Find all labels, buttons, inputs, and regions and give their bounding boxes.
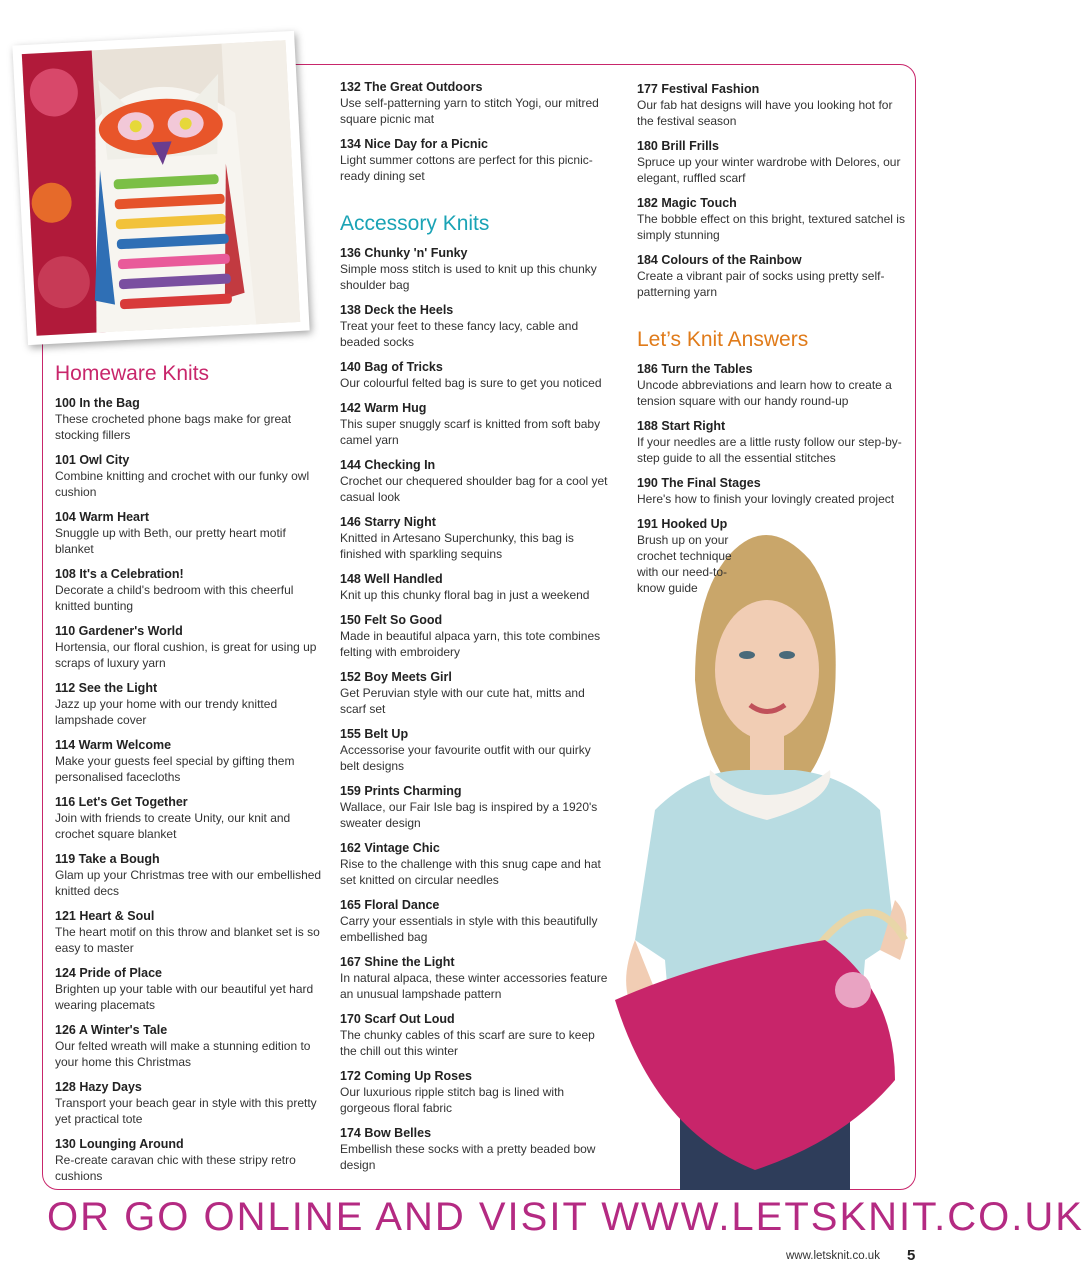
entry-title: 114 Warm Welcome	[55, 738, 172, 752]
list-item	[340, 840, 612, 888]
entry-desc: These crocheted phone bags make for great stocking fillers	[55, 412, 292, 442]
owl-cushion-photo-frame	[12, 31, 309, 345]
entry-desc: Uncode abbreviations and learn how to create a tension square with our handy round-up	[637, 378, 892, 408]
heading-lets-knit-answers: Let’s Knit Answers	[637, 328, 809, 351]
entry-title: 142 Warm Hug	[340, 401, 427, 415]
entry-title: 134 Nice Day for a Picnic	[340, 137, 488, 151]
entry-title: 191 Hooked Up	[637, 517, 728, 531]
entry-desc: Make your guests feel special by gifting them personalised facecloths	[55, 754, 295, 784]
list-item	[340, 783, 612, 831]
entry-title: 170 Scarf Out Loud	[340, 1012, 455, 1026]
entry-desc: Here's how to finish your lovingly created project	[637, 492, 895, 506]
list-item	[55, 623, 325, 671]
entry-desc: Join with friends to create Unity, our knit and crochet square blanket	[55, 811, 291, 841]
list-item	[55, 908, 325, 956]
entry-title: 121 Heart & Soul	[55, 909, 155, 923]
list-item	[55, 452, 325, 500]
entry-title: 172 Coming Up Roses	[340, 1069, 472, 1083]
entry-desc: Jazz up your home with our trendy knitted lampshade cover	[55, 697, 278, 727]
footer-banner[interactable]: OR GO ONLINE AND VISIT WWW.LETSKNIT.CO.UK	[47, 1195, 1084, 1239]
list-item	[55, 395, 325, 443]
entry-title: 144 Checking In	[340, 458, 436, 472]
spacer	[637, 309, 912, 327]
entry-title: 126 A Winter's Tale	[55, 1023, 168, 1037]
entry-title: 165 Floral Dance	[340, 898, 440, 912]
entry-desc: Our colourful felted bag is sure to get you noticed	[340, 376, 602, 390]
list-item	[340, 400, 612, 448]
model-with-bag-photo	[595, 520, 925, 1190]
entry-desc: Rise to the challenge with this snug cape and hat set knitted on circular needles	[340, 857, 601, 887]
entry-title: 116 Let's Get Together	[55, 795, 188, 809]
entry-title: 184 Colours of the Rainbow	[637, 253, 802, 267]
entry-desc: Crochet our chequered shoulder bag for a cool yet casual look	[340, 474, 608, 504]
list-item	[340, 726, 612, 774]
entry-desc: The bobble effect on this bright, textured satchel is simply stunning	[637, 212, 905, 242]
list-item	[340, 245, 612, 293]
entry-title: 119 Take a Bough	[55, 852, 160, 866]
page-number: 5	[907, 1247, 916, 1264]
entry-desc: Wallace, our Fair Isle bag is inspired by a 1920's sweater design	[340, 800, 598, 830]
entry-title: 148 Well Handled	[340, 572, 443, 586]
entry-desc: Get Peruvian style with our cute hat, mitts and scarf set	[340, 686, 585, 716]
list-item	[637, 138, 912, 186]
entry-desc: If your needles are a little rusty follow our step-by-step guide to all the essential stitches	[637, 435, 902, 465]
entry-desc: Brighten up your table with our beautiful yet hard wearing placemats	[55, 982, 314, 1012]
column-right	[637, 81, 912, 605]
list-item	[637, 516, 737, 596]
entry-desc: Carry your essentials in style with this beautifully embellished bag	[340, 914, 598, 944]
entry-title: 108 It's a Celebration!	[55, 567, 184, 581]
list-item	[340, 457, 612, 505]
entry-title: 190 The Final Stages	[637, 476, 761, 490]
list-item	[637, 195, 912, 243]
heading-accessory-knits: Accessory Knits	[340, 212, 490, 235]
list-item	[340, 302, 612, 350]
entry-title: 180 Brill Frills	[637, 139, 719, 153]
entry-desc: Our felted wreath will make a stunning edition to your home this Christmas	[55, 1039, 311, 1069]
entry-desc: Snuggle up with Beth, our pretty heart motif blanket	[55, 526, 286, 556]
list-item	[340, 612, 612, 660]
entry-title: 104 Warm Heart	[55, 510, 150, 524]
entry-desc: Create a vibrant pair of socks using pretty self-patterning yarn	[637, 269, 885, 299]
entry-title: 140 Bag of Tricks	[340, 360, 443, 374]
entry-title: 150 Felt So Good	[340, 613, 443, 627]
list-item	[55, 794, 325, 842]
list-item	[637, 361, 912, 409]
entry-title: 110 Gardener's World	[55, 624, 183, 638]
entry-title: 136 Chunky 'n' Funky	[340, 246, 468, 260]
list-item	[55, 680, 325, 728]
column-middle	[340, 79, 612, 1182]
entry-desc: Glam up your Christmas tree with our embellished knitted decs	[55, 868, 322, 898]
entry-desc: Hortensia, our floral cushion, is great for using up scraps of luxury yarn	[55, 640, 317, 670]
entry-title: 188 Start Right	[637, 419, 726, 433]
list-item	[340, 514, 612, 562]
owl-cushion-photo	[22, 40, 300, 335]
entry-desc: In natural alpaca, these winter accessories feature an unusual lampshade pattern	[340, 971, 608, 1001]
list-item	[637, 81, 912, 129]
list-item	[55, 1079, 325, 1127]
entry-title: 100 In the Bag	[55, 396, 140, 410]
heading-homeware-knits: Homeware Knits	[55, 362, 210, 385]
entry-desc: This super snuggly scarf is knitted from soft baby camel yarn	[340, 417, 601, 447]
entry-title: 174 Bow Belles	[340, 1126, 432, 1140]
column-left	[55, 361, 325, 1193]
entry-title: 186 Turn the Tables	[637, 362, 753, 376]
list-item	[340, 954, 612, 1002]
entry-desc: Spruce up your winter wardrobe with Delores, our elegant, ruffled scarf	[637, 155, 901, 185]
entry-title: 130 Lounging Around	[55, 1137, 184, 1151]
entry-title: 159 Prints Charming	[340, 784, 462, 798]
list-item	[340, 1125, 612, 1173]
entry-title: 162 Vintage Chic	[340, 841, 440, 855]
footer-url[interactable]: www.letsknit.co.uk	[786, 1250, 880, 1262]
entry-title: 101 Owl City	[55, 453, 130, 467]
list-item	[340, 897, 612, 945]
list-item	[340, 669, 612, 717]
entry-desc: Our fab hat designs will have you looking hot for the festival season	[637, 98, 893, 128]
list-item	[55, 965, 325, 1013]
spacer	[340, 193, 612, 211]
entry-desc: Brush up on your crochet technique with our need-to-know guide	[637, 533, 732, 595]
list-item	[340, 359, 612, 391]
list-item	[340, 79, 612, 127]
entry-desc: Knitted in Artesano Superchunky, this bag is finished with sparkling sequins	[340, 531, 574, 561]
entry-title: 152 Boy Meets Girl	[340, 670, 452, 684]
entry-desc: Made in beautiful alpaca yarn, this tote combines felting with embroidery	[340, 629, 601, 659]
list-item	[55, 566, 325, 614]
entry-desc: Our luxurious ripple stitch bag is lined with gorgeous floral fabric	[340, 1085, 565, 1115]
entry-title: 124 Pride of Place	[55, 966, 163, 980]
entry-title: 132 The Great Outdoors	[340, 80, 483, 94]
entry-desc: Use self-patterning yarn to stitch Yogi, our mitred square picnic mat	[340, 96, 599, 126]
entry-desc: Transport your beach gear in style with this pretty yet practical tote	[55, 1096, 317, 1126]
list-item	[55, 737, 325, 785]
entry-desc: The heart motif on this throw and blanket set is so easy to master	[55, 925, 320, 955]
entry-desc: Combine knitting and crochet with our funky owl cushion	[55, 469, 310, 499]
entry-desc: The chunky cables of this scarf are sure to keep the chill out this winter	[340, 1028, 595, 1058]
list-item	[340, 1068, 612, 1116]
entry-desc: Light summer cottons are perfect for this picnic-ready dining set	[340, 153, 593, 183]
list-item	[637, 475, 912, 507]
list-item	[340, 571, 612, 603]
list-item	[340, 136, 612, 184]
entry-title: 138 Deck the Heels	[340, 303, 454, 317]
list-item	[55, 509, 325, 557]
list-item	[55, 1136, 325, 1184]
entry-desc: Re-create caravan chic with these stripy retro cushions	[55, 1153, 296, 1183]
entry-title: 177 Festival Fashion	[637, 82, 760, 96]
entry-desc: Accessorise your favourite outfit with our quirky belt designs	[340, 743, 591, 773]
entry-title: 182 Magic Touch	[637, 196, 737, 210]
entry-desc: Decorate a child's bedroom with this cheerful knitted bunting	[55, 583, 294, 613]
entry-title: 146 Starry Night	[340, 515, 436, 529]
entry-title: 167 Shine the Light	[340, 955, 455, 969]
entry-desc: Knit up this chunky floral bag in just a weekend	[340, 588, 590, 602]
entry-desc: Simple moss stitch is used to knit up this chunky shoulder bag	[340, 262, 597, 292]
list-item	[637, 252, 912, 300]
entry-title: 112 See the Light	[55, 681, 158, 695]
entry-desc: Embellish these socks with a pretty beaded bow design	[340, 1142, 596, 1172]
list-item	[55, 1022, 325, 1070]
entry-title: 128 Hazy Days	[55, 1080, 142, 1094]
list-item	[637, 418, 912, 466]
list-item	[340, 1011, 612, 1059]
list-item	[55, 851, 325, 899]
entry-desc: Treat your feet to these fancy lacy, cable and beaded socks	[340, 319, 579, 349]
entry-title: 155 Belt Up	[340, 727, 409, 741]
